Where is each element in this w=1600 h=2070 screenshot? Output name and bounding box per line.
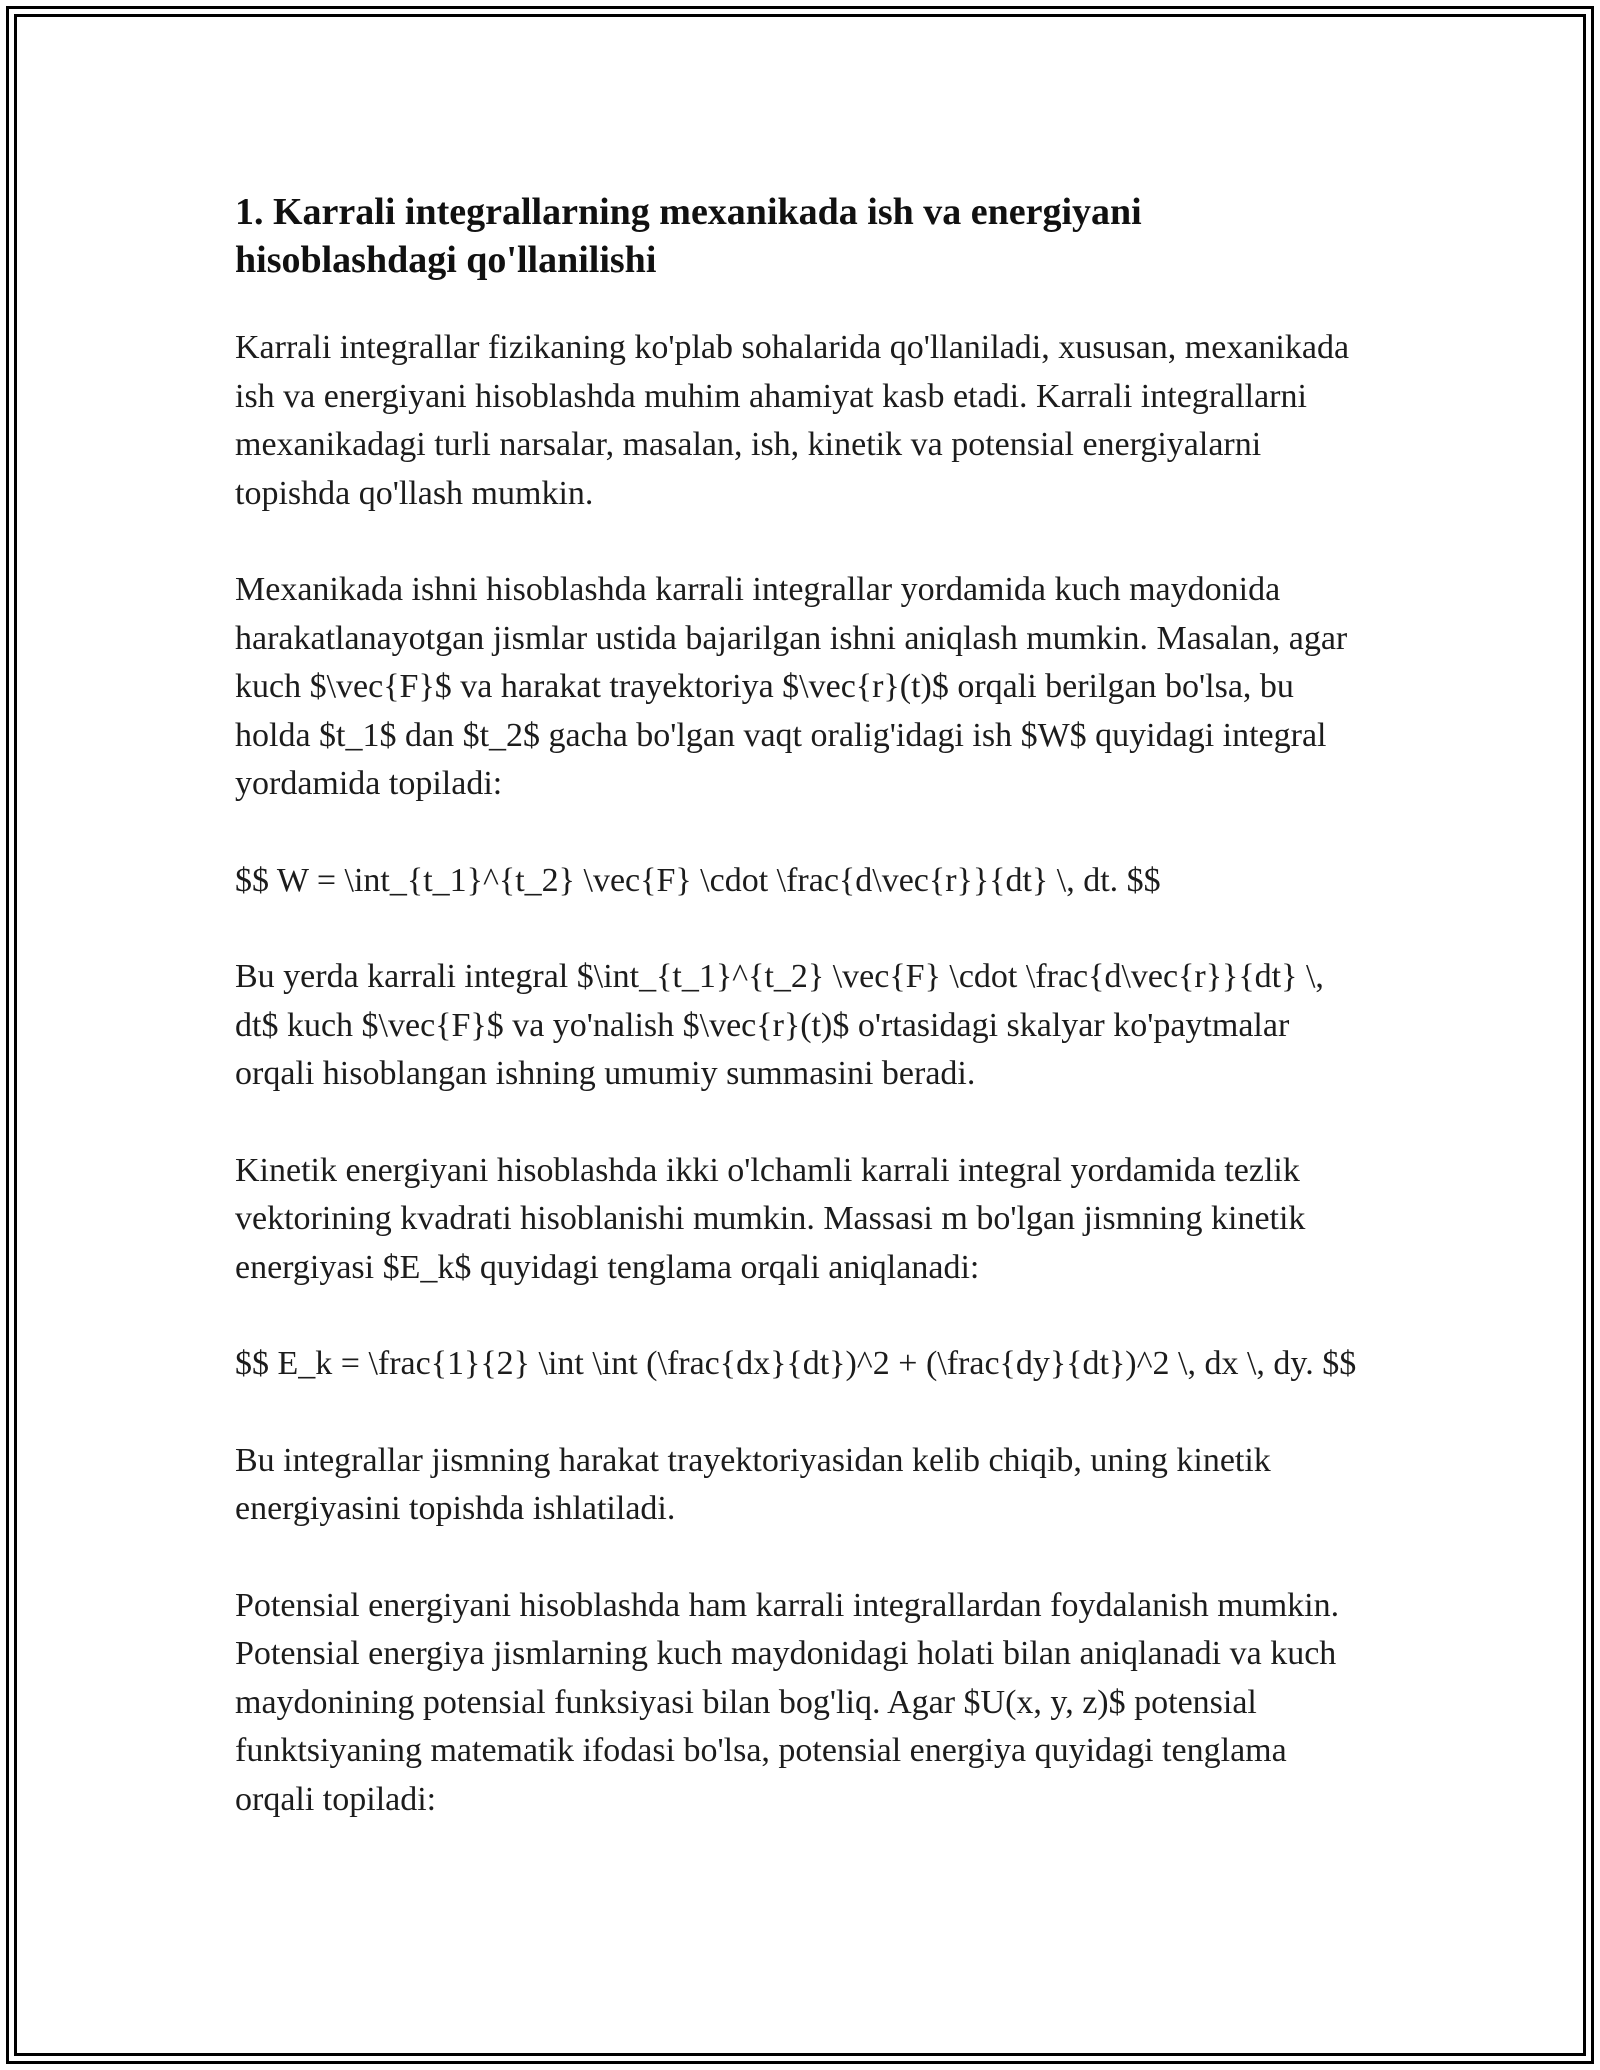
paragraph-work-explanation: Bu yerda karrali integral $\int_{t_1}^{t_2} \vec{F} \cdot \frac{d\vec{r}}{dt} \, dt$ kuch $\vec{F}$ va yo'nalish $\vec{r}(t)$ o'rtasidagi skalyar ko'paytmalar orqali hisoblangan ishning umumiy summasini beradi. [235,958,1324,1092]
paragraph-potential: Potensial energiyani hisoblashda ham karrali integrallardan foydalanish mumkin. Potensial energiya jismlarning kuch maydonidagi holati bilan aniqlanadi va kuch maydonining potensial funksiyasi bilan bog'liq. Agar $U(x, y, z)$ potensial funktsiyaning matematik ifodasi bo'lsa, potensial energiya quyidagi tenglama orqali topiladi: [235,1586,1340,1818]
paragraph-kinetic: Kinetik energiyani hisoblashda ikki o'lchamli karrali integral yordamida tezlik vektorining kvadrati hisoblanishi mumkin. Massasi m bo'lgan jismning kinetik energiyasi $E_k$ quyidagi tenglama orqali aniqlanadi: [235,1151,1306,1286]
paragraph-intro: Karrali integrallar fizikaning ko'plab sohalarida qo'llaniladi, xususan, mexanikada ish va energiyani hisoblashda muhim ahamiyat kasb etadi. Karrali integrallarni mexanikadagi turli narsalar, masalan, ish, kinetik va potensial energiyalarni topishda qo'llash mumkin. [235,329,1350,512]
formula-kinetic: $$ E_k = \frac{1}{2} \int \int (\frac{dx}{dt})^2 + (\frac{dy}{dt})^2 \, dx \, dy. $$ [235,1345,1357,1382]
paragraph-work: Mexanikada ishni hisoblashda karrali integrallar yordamida kuch maydonida harakatlanayotgan jismlar ustida bajarilgan ishni aniqlash mumkin. Masalan, agar kuch $\vec{F}$ va harakat trayektoriya $\vec{r}(t)$ orqali berilgan bo'lsa, bu holda $t_1$ dan $t_2$ gacha bo'lgan vaqt oralig'idagi ish $W$ quyidagi integral yordamida topiladi: [235,571,1348,802]
section-heading: 1. Karrali integrallarning mexanikada ish va energiyani hisoblashdagi qo'llanilishi [235,191,1142,281]
document-body [235,188,1370,1872]
formula-work: $$ W = \int_{t_1}^{t_2} \vec{F} \cdot \frac{d\vec{r}}{dt} \, dt. $$ [235,861,1161,899]
paragraph-kinetic-explanation: Bu integrallar jismning harakat trayektoriyasidan kelib chiqib, uning kinetik energiyasini topishda ishlatiladi. [235,1441,1271,1527]
